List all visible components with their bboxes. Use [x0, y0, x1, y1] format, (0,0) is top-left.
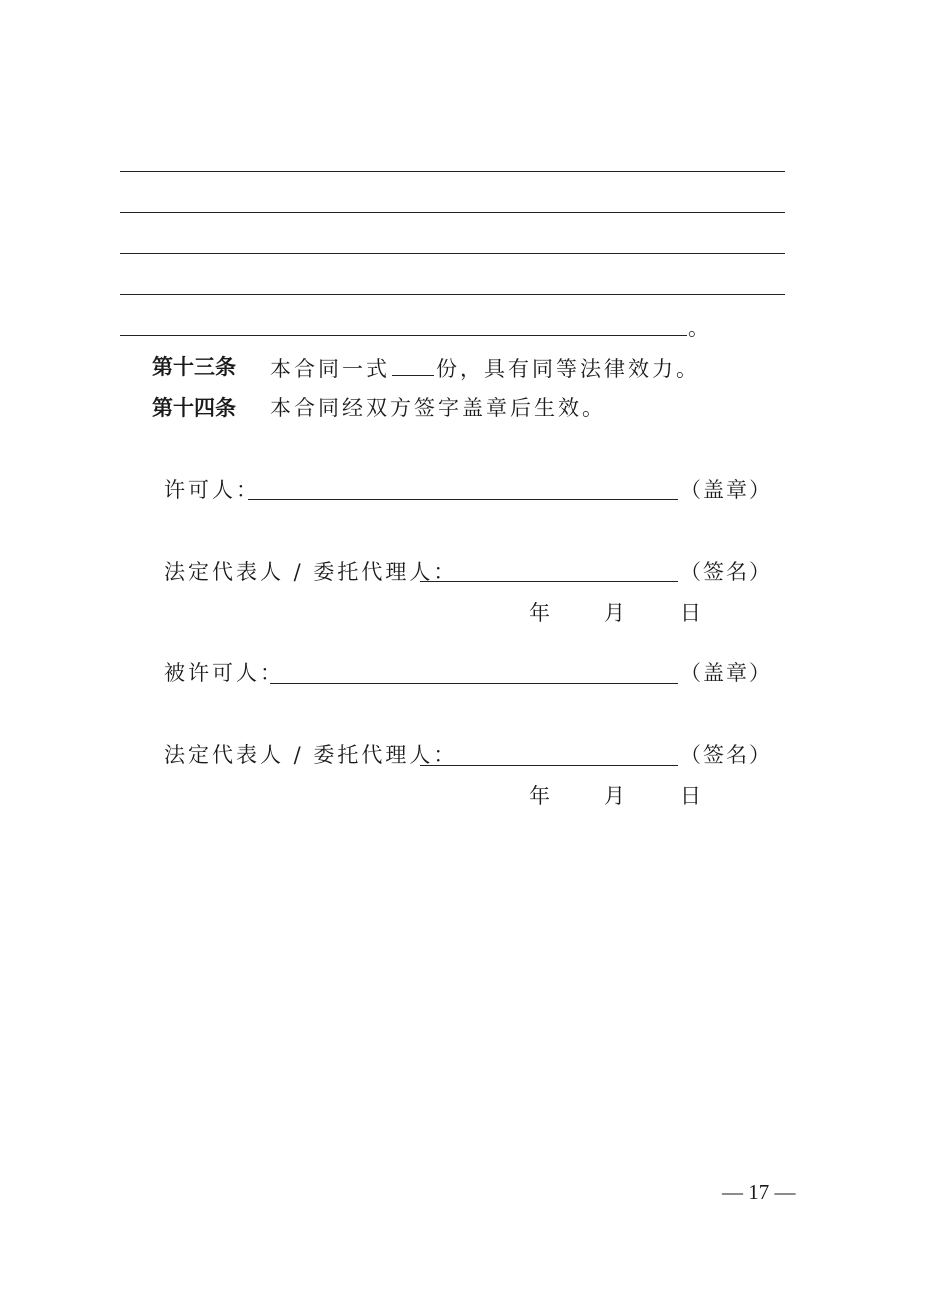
fill-line-1: [120, 171, 785, 172]
article-13-text-before: 本合同一式: [270, 357, 390, 381]
page-number: — 17 —: [722, 1180, 796, 1204]
fill-line-2: [120, 212, 785, 213]
fill-line-5: [120, 335, 687, 336]
fill-line-3: [120, 253, 785, 254]
licensee-seal-note: （盖章）: [680, 661, 772, 685]
licensee-label: 被许可人：: [164, 661, 284, 685]
licensor-rep-label: 法定代表人 / 委托代理人：: [164, 560, 458, 584]
licensee-sign-note: （签名）: [680, 743, 772, 767]
licensor-sign-note: （签名）: [680, 560, 772, 584]
article-13-text: [270, 357, 700, 380]
fill-line-4: [120, 294, 785, 295]
article-14-label: 第十四条: [152, 396, 236, 420]
article-14-text: 本合同经双方签字盖章后生效。: [270, 396, 606, 420]
licensor-seal-note: （盖章）: [680, 478, 772, 502]
article-13-label: 第十三条: [152, 355, 236, 379]
licensor-date-day: 日: [680, 601, 704, 625]
licensor-label: 许可人：: [164, 478, 260, 502]
licensee-date-year: 年: [529, 784, 553, 808]
licensor-signature-line: [248, 499, 678, 500]
licensee-date-day: 日: [680, 784, 704, 808]
licensor-rep-signature-line: [420, 581, 678, 582]
fill-line-end-period: 。: [688, 316, 712, 340]
licensee-rep-label: 法定代表人 / 委托代理人：: [164, 743, 458, 767]
licensee-date-month: 月: [604, 784, 628, 808]
licensee-signature-line: [270, 683, 678, 684]
licensor-date-month: 月: [604, 601, 628, 625]
licensee-rep-signature-line: [420, 765, 678, 766]
copies-blank: [392, 357, 434, 376]
article-13-text-after: 份，具有同等法律效力。: [436, 357, 700, 381]
licensor-date-year: 年: [529, 601, 553, 625]
